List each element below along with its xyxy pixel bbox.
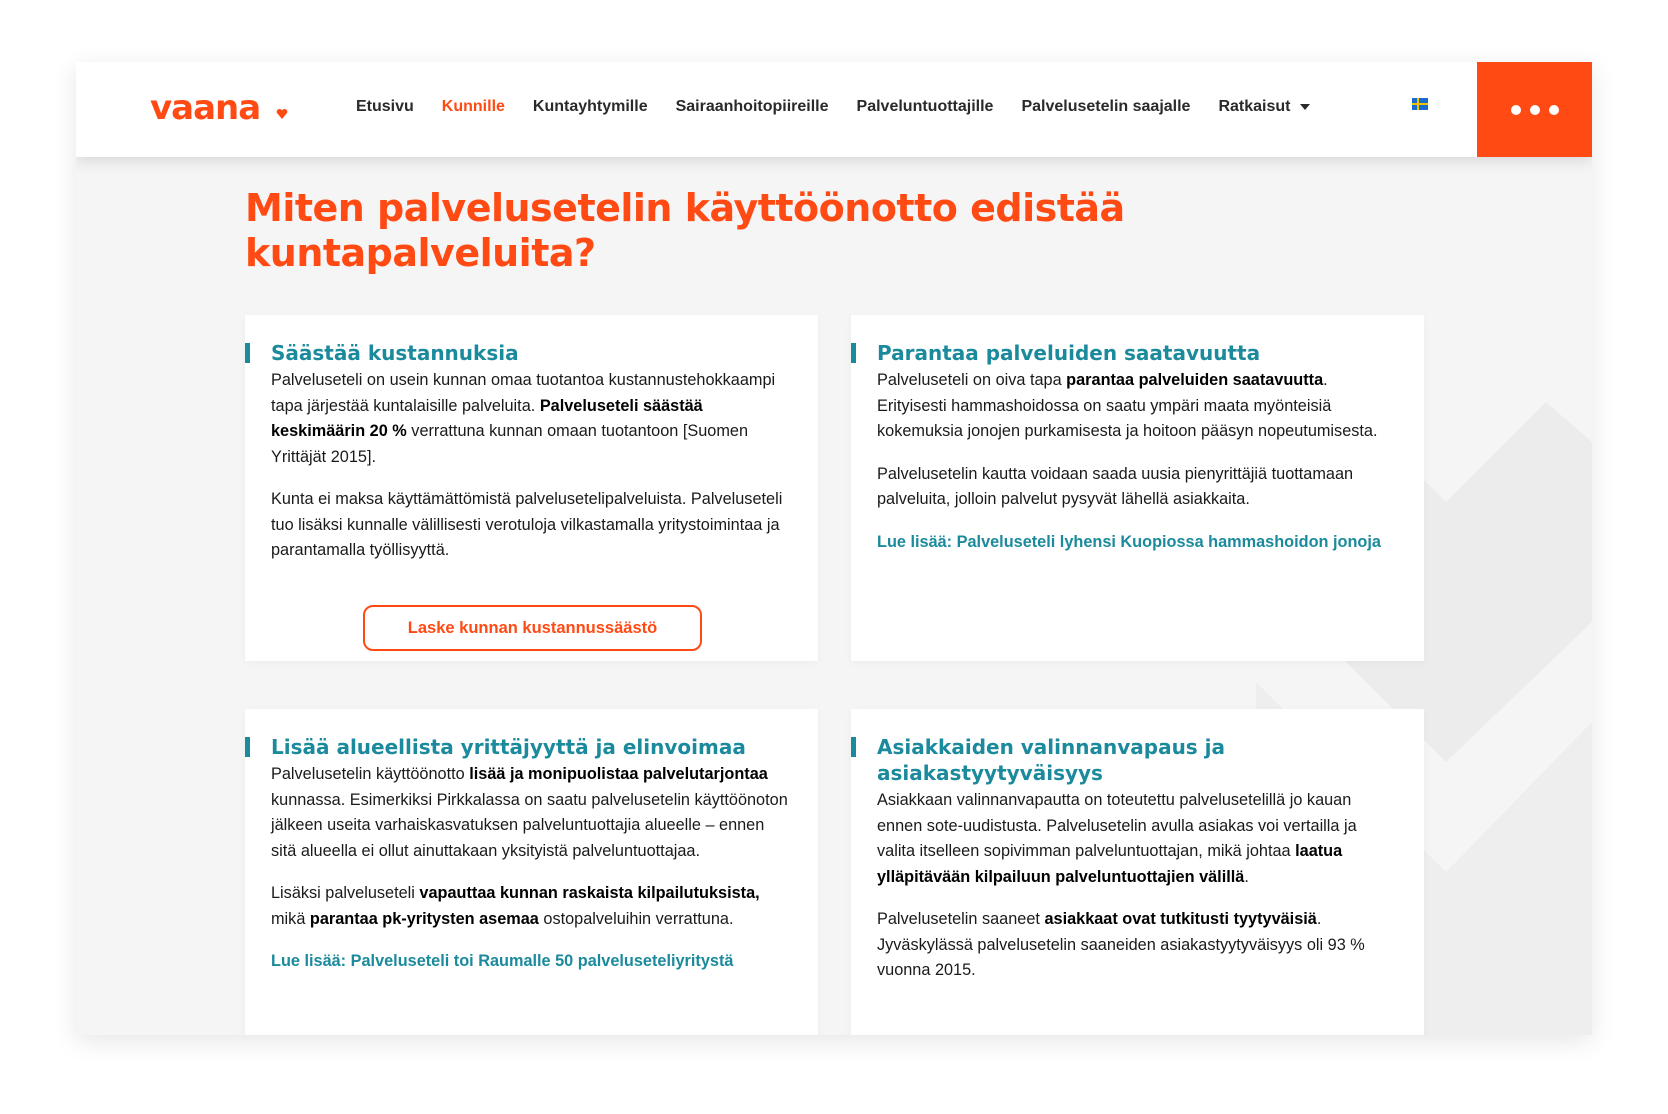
text-run: Palvelusetelin kautta voidaan saada uusia pienyrittäjiä tuottamaan palveluita, jolloin palvelut pysyvät lähellä asiakkaita. — [877, 464, 1354, 508]
text-run: Palveluseteli on oiva tapa — [877, 371, 1067, 389]
bold-text: parantaa palveluiden saatavuutta — [1066, 371, 1324, 389]
bold-text: lisää ja monipuolistaa palvelutarjontaa — [469, 765, 768, 783]
nav-item-kunnille[interactable]: Kunnille — [441, 98, 505, 115]
text-run: . Erityisesti hammashoidossa on saatu ympäri maata myönteisiä kokemuksia jonojen purkamisesta ja hoitoon pääsyn nopeutumisesta. — [877, 371, 1378, 440]
card-paragraph — [271, 881, 792, 932]
card-valinnanvapaus — [851, 709, 1424, 1035]
card-paragraph — [271, 487, 792, 564]
main-navigation — [356, 98, 1338, 116]
card-paragraph — [877, 788, 1398, 890]
card-paragraph — [877, 462, 1398, 513]
page-title: Miten palvelusetelin käyttöönotto edistää kuntapalveluita? — [245, 186, 1125, 275]
card-saastaa-kustannuksia — [245, 315, 818, 661]
site-header — [76, 62, 1592, 157]
text-run: kunnassa. Esimerkiksi Pirkkalassa on saatu palvelusetelin käyttöönoton jälkeen useita varhaiskasvatuksen palveluntuottajia alueelle – ennen sitä alueella ei ollut ainuttakaan yksityistä palveluntuottajaa. — [271, 790, 788, 860]
text-run: . Jyväskylässä palvelusetelin saaneiden asiakastyytyväisyys oli 93 % vuonna 2015. — [877, 910, 1365, 979]
text-run: mikä — [271, 909, 310, 928]
read-more-link-rauma[interactable]: Lue lisää: Palveluseteli toi Raumalle 50 palveluseteliyritystä — [271, 952, 734, 970]
bold-text: parantaa pk-yritysten asemaa — [309, 909, 539, 928]
nav-item-ratkaisut[interactable] — [1218, 98, 1310, 116]
swedish-flag-icon[interactable] — [1412, 98, 1428, 110]
nav-item-etusivu[interactable]: Etusivu — [356, 98, 414, 115]
bold-text: vapauttaa kunnan raskaista kilpailutuksista, — [419, 884, 760, 902]
card-paragraph — [877, 907, 1398, 984]
more-menu-button[interactable] — [1477, 62, 1592, 157]
text-run: ostopalveluihin verrattuna. — [538, 909, 734, 928]
nav-item-palveluntuottajille[interactable]: Palveluntuottajille — [856, 98, 994, 115]
nav-item-sairaanhoitopiireille[interactable]: Sairaanhoitopiireille — [675, 98, 829, 115]
text-run: verrattuna kunnan omaan tuotantoon [Suomen Yrittäjät 2015]. — [271, 422, 749, 466]
text-run: . — [1244, 867, 1249, 886]
read-more-link-kuopio[interactable]: Lue lisää: Palveluseteli lyhensi Kuopiossa hammashoidon jonoja — [877, 532, 1381, 551]
card-parantaa-saatavuutta — [851, 315, 1424, 661]
card-alueellista-yrittajyytta — [245, 709, 818, 1035]
card-heading: Säästää kustannuksia — [271, 340, 792, 366]
text-run: Kunta ei maksa käyttämättömistä palvelusetelipalveluista. Palveluseteli tuo lisäksi kunnalle välillisesti verotuloja vilkastamalla yritystoimintaa ja parantamalla työllisyyttä. — [271, 490, 783, 559]
dot-icon — [1549, 105, 1559, 115]
bold-text: laatua ylläpitävään kilpailuun palveluntuottajien välillä — [877, 842, 1343, 886]
card-paragraph — [877, 368, 1398, 445]
text-run: Palvelusetelin käyttöönotto — [271, 765, 470, 783]
card-heading: Parantaa palveluiden saatavuutta — [877, 340, 1398, 366]
browser-page — [76, 62, 1592, 1035]
calculate-savings-button[interactable]: Laske kunnan kustannussäästö — [363, 605, 702, 651]
card-heading: Lisää alueellista yrittäjyyttä ja elinvoimaa — [271, 734, 792, 760]
card-paragraph — [271, 762, 792, 864]
dot-icon — [1530, 105, 1540, 115]
logo-heart-icon — [276, 108, 288, 120]
text-run: Palveluseteli on usein kunnan omaa tuotantoa kustannustehokkaampi tapa järjestää kuntalaisille palveluita. — [271, 371, 776, 415]
chevron-down-icon — [1300, 104, 1310, 110]
nav-item-palvelusetelin-saajalle[interactable]: Palvelusetelin saajalle — [1021, 98, 1191, 115]
bold-text: Palveluseteli säästää keskimäärin 20 % — [271, 396, 703, 440]
text-run: Lisäksi palveluseteli — [271, 884, 420, 902]
text-run: Palvelusetelin saaneet — [877, 910, 1045, 928]
vaana-logo[interactable]: vaana — [150, 88, 261, 128]
dot-icon — [1511, 105, 1521, 115]
nav-item-kuntayhtymille[interactable]: Kuntayhtymille — [532, 98, 648, 115]
card-paragraph — [271, 368, 792, 470]
text-run: Asiakkaan valinnanvapautta on toteutettu palvelusetelillä jo kauan ennen sote-uudistusta. Palvelusetelin avulla asiakas voi vertailla ja valita itselleen sopivimman palveluntuottajan, mikä johtaa — [877, 791, 1357, 860]
nav-item-ratkaisut-label: Ratkaisut — [1218, 98, 1291, 115]
bold-text: asiakkaat ovat tutkitusti tyytyväisiä — [1044, 910, 1317, 928]
card-heading: Asiakkaiden valinnanvapaus ja asiakastyytyväisyys — [877, 734, 1398, 786]
